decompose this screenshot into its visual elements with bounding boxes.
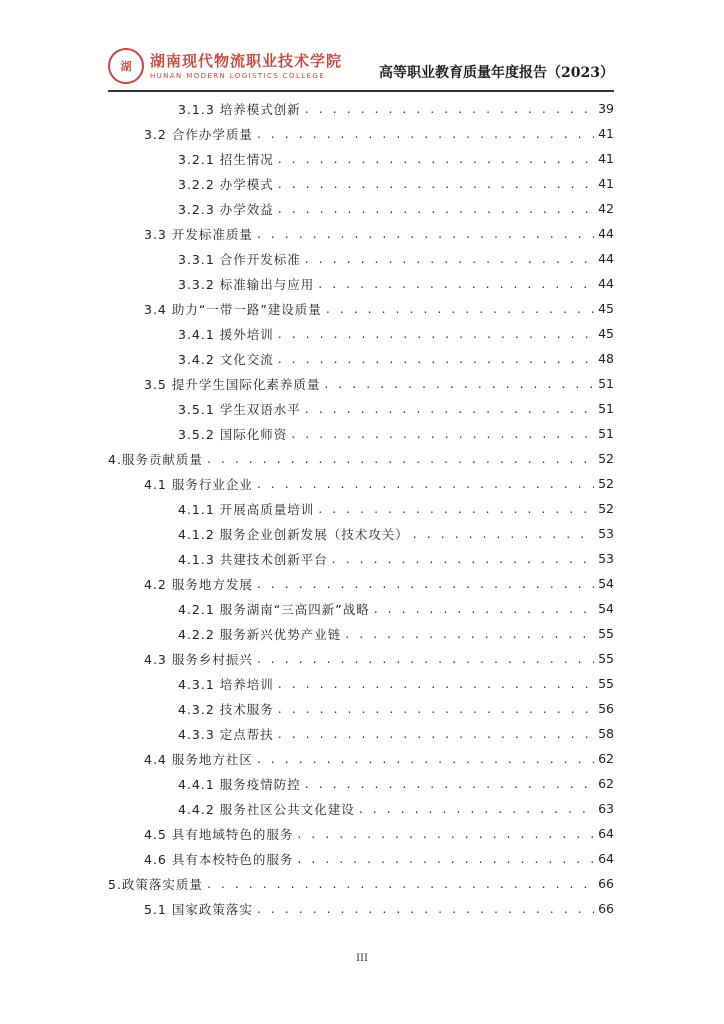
toc-entry-title: 4.1.3 共建技术创新平台 <box>178 551 328 567</box>
toc-dot-leader <box>297 826 594 841</box>
toc-entry-title: 3.5.2 国际化师资 <box>178 426 288 442</box>
toc-dot-leader <box>278 151 594 166</box>
toc-dot-leader <box>278 726 594 741</box>
toc-entry[interactable] <box>108 346 614 371</box>
table-of-contents <box>108 96 614 921</box>
report-title: 高等职业教育质量年度报告（2023） <box>379 65 614 81</box>
toc-entry[interactable] <box>108 221 614 246</box>
toc-entry-title: 4.3.2 技术服务 <box>178 701 274 717</box>
toc-dot-leader <box>257 226 594 241</box>
toc-entry-title: 4.4.2 服务社区公共文化建设 <box>178 801 355 817</box>
toc-entry-page: 62 <box>598 751 614 766</box>
toc-entry-page: 54 <box>598 601 614 616</box>
toc-dot-leader <box>305 401 594 416</box>
toc-dot-leader <box>305 101 594 116</box>
toc-entry-page: 66 <box>598 901 614 916</box>
toc-entry-title: 3.1.3 培养模式创新 <box>178 101 301 117</box>
toc-entry-page: 62 <box>598 776 614 791</box>
toc-entry-page: 41 <box>598 176 614 191</box>
toc-dot-leader <box>318 501 594 516</box>
page-header <box>108 40 614 92</box>
toc-dot-leader <box>359 801 594 816</box>
toc-entry-page: 53 <box>598 551 614 566</box>
toc-entry-title: 4.2 服务地方发展 <box>144 576 253 592</box>
toc-entry-title: 4.4 服务地方社区 <box>144 751 253 767</box>
toc-dot-leader <box>374 601 594 616</box>
toc-entry-title: 3.2.1 招生情况 <box>178 151 274 167</box>
toc-entry-page: 51 <box>598 426 614 441</box>
toc-dot-leader <box>291 426 594 441</box>
toc-dot-leader <box>257 476 594 491</box>
toc-entry[interactable] <box>108 296 614 321</box>
toc-entry[interactable] <box>108 821 614 846</box>
toc-entry[interactable] <box>108 371 614 396</box>
toc-entry-title: 4.2.2 服务新兴优势产业链 <box>178 626 342 642</box>
toc-entry-title: 4.2.1 服务湖南“三高四新”战略 <box>178 601 370 617</box>
toc-dot-leader <box>305 251 594 266</box>
toc-entry-title: 4.1 服务行业企业 <box>144 476 253 492</box>
toc-entry-title: 4.1.2 服务企业创新发展（技术攻关） <box>178 526 409 542</box>
toc-entry-page: 64 <box>598 851 614 866</box>
toc-dot-leader <box>318 276 594 291</box>
toc-entry-page: 64 <box>598 826 614 841</box>
toc-entry-title: 3.2.3 办学效益 <box>178 201 274 217</box>
toc-entry[interactable] <box>108 496 614 521</box>
toc-dot-leader <box>345 626 594 641</box>
toc-dot-leader <box>332 551 594 566</box>
toc-entry-title: 3.5 提升学生国际化素养质量 <box>144 376 321 392</box>
toc-entry[interactable] <box>108 896 614 921</box>
toc-dot-leader <box>278 351 594 366</box>
toc-entry-page: 55 <box>598 676 614 691</box>
toc-entry-title: 4.服务贡献质量 <box>108 451 203 467</box>
college-seal-icon: 湖 <box>108 48 144 84</box>
toc-entry[interactable] <box>108 571 614 596</box>
toc-entry-page: 55 <box>598 651 614 666</box>
toc-entry-page: 51 <box>598 376 614 391</box>
toc-dot-leader <box>278 326 594 341</box>
toc-entry-title: 3.2.2 办学模式 <box>178 176 274 192</box>
toc-entry[interactable] <box>108 696 614 721</box>
toc-dot-leader <box>257 901 594 916</box>
toc-entry-title: 3.2 合作办学质量 <box>144 126 253 142</box>
toc-entry-title: 4.6 具有本校特色的服务 <box>144 851 294 867</box>
toc-entry-page: 52 <box>598 476 614 491</box>
toc-entry-title: 3.3.1 合作开发标准 <box>178 251 301 267</box>
toc-entry-title: 4.3.3 定点帮扶 <box>178 726 274 742</box>
toc-entry[interactable] <box>108 246 614 271</box>
toc-entry[interactable] <box>108 621 614 646</box>
toc-dot-leader <box>257 751 594 766</box>
toc-dot-leader <box>257 576 594 591</box>
toc-entry-page: 39 <box>598 101 614 116</box>
toc-dot-leader <box>324 376 594 391</box>
toc-entry-title: 4.1.1 开展高质量培训 <box>178 501 315 517</box>
toc-entry[interactable] <box>108 321 614 346</box>
toc-entry-page: 44 <box>598 226 614 241</box>
toc-entry-page: 42 <box>598 201 614 216</box>
toc-entry[interactable] <box>108 171 614 196</box>
toc-entry-page: 44 <box>598 276 614 291</box>
toc-entry[interactable] <box>108 546 614 571</box>
toc-entry-title: 3.4.2 文化交流 <box>178 351 274 367</box>
toc-entry[interactable] <box>108 396 614 421</box>
toc-dot-leader <box>297 851 594 866</box>
toc-entry-title: 4.4.1 服务疫情防控 <box>178 776 301 792</box>
toc-entry[interactable] <box>108 646 614 671</box>
toc-entry[interactable] <box>108 771 614 796</box>
toc-entry-page: 41 <box>598 126 614 141</box>
toc-entry-title: 3.4 助力“一带一路”建设质量 <box>144 301 322 317</box>
toc-dot-leader <box>305 776 594 791</box>
toc-dot-leader <box>326 301 594 316</box>
toc-entry-title: 3.5.1 学生双语水平 <box>178 401 301 417</box>
toc-entry-title: 4.5 具有地域特色的服务 <box>144 826 294 842</box>
toc-entry[interactable] <box>108 746 614 771</box>
toc-entry-page: 41 <box>598 151 614 166</box>
toc-entry[interactable] <box>108 596 614 621</box>
toc-entry-page: 56 <box>598 701 614 716</box>
college-name-cn: 湖南现代物流职业技术学院 <box>150 52 343 70</box>
toc-entry-page: 58 <box>598 726 614 741</box>
toc-entry[interactable] <box>108 146 614 171</box>
toc-entry-page: 52 <box>598 451 614 466</box>
toc-entry-page: 44 <box>598 251 614 266</box>
toc-entry-page: 51 <box>598 401 614 416</box>
toc-entry-title: 3.3.2 标准输出与应用 <box>178 276 315 292</box>
toc-entry-page: 48 <box>598 351 614 366</box>
toc-dot-leader <box>278 201 594 216</box>
toc-dot-leader <box>257 651 594 666</box>
toc-entry-page: 66 <box>598 876 614 891</box>
college-logo <box>108 46 343 86</box>
toc-entry-page: 53 <box>598 526 614 541</box>
toc-entry-title: 3.4.1 援外培训 <box>178 326 274 342</box>
toc-dot-leader <box>413 526 594 541</box>
toc-entry-title: 3.3 开发标准质量 <box>144 226 253 242</box>
toc-entry-title: 5.1 国家政策落实 <box>144 901 253 917</box>
toc-entry-title: 4.3 服务乡村振兴 <box>144 651 253 667</box>
toc-entry[interactable] <box>108 121 614 146</box>
page-number: III <box>356 953 368 964</box>
toc-entry-page: 54 <box>598 576 614 591</box>
toc-entry[interactable] <box>108 421 614 446</box>
toc-entry[interactable] <box>108 521 614 546</box>
toc-entry-page: 52 <box>598 501 614 516</box>
toc-entry[interactable] <box>108 471 614 496</box>
toc-dot-leader <box>207 451 594 466</box>
toc-entry-title: 4.3.1 培养培训 <box>178 676 274 692</box>
toc-entry[interactable] <box>108 846 614 871</box>
toc-entry[interactable] <box>108 871 614 896</box>
toc-entry[interactable] <box>108 96 614 121</box>
toc-entry[interactable] <box>108 671 614 696</box>
toc-dot-leader <box>207 876 594 891</box>
toc-entry[interactable] <box>108 796 614 821</box>
toc-entry[interactable] <box>108 271 614 296</box>
toc-entry-title: 5.政策落实质量 <box>108 876 203 892</box>
toc-dot-leader <box>278 701 594 716</box>
toc-dot-leader <box>257 126 594 141</box>
toc-entry[interactable] <box>108 196 614 221</box>
toc-entry[interactable] <box>108 446 614 471</box>
toc-entry-page: 55 <box>598 626 614 641</box>
toc-dot-leader <box>278 176 594 191</box>
toc-dot-leader <box>278 676 594 691</box>
toc-entry-page: 63 <box>598 801 614 816</box>
toc-entry[interactable] <box>108 721 614 746</box>
toc-entry-page: 45 <box>598 326 614 341</box>
toc-entry-page: 45 <box>598 301 614 316</box>
college-name-en: HUNAN MODERN LOGISTICS COLLEGE <box>150 72 326 80</box>
